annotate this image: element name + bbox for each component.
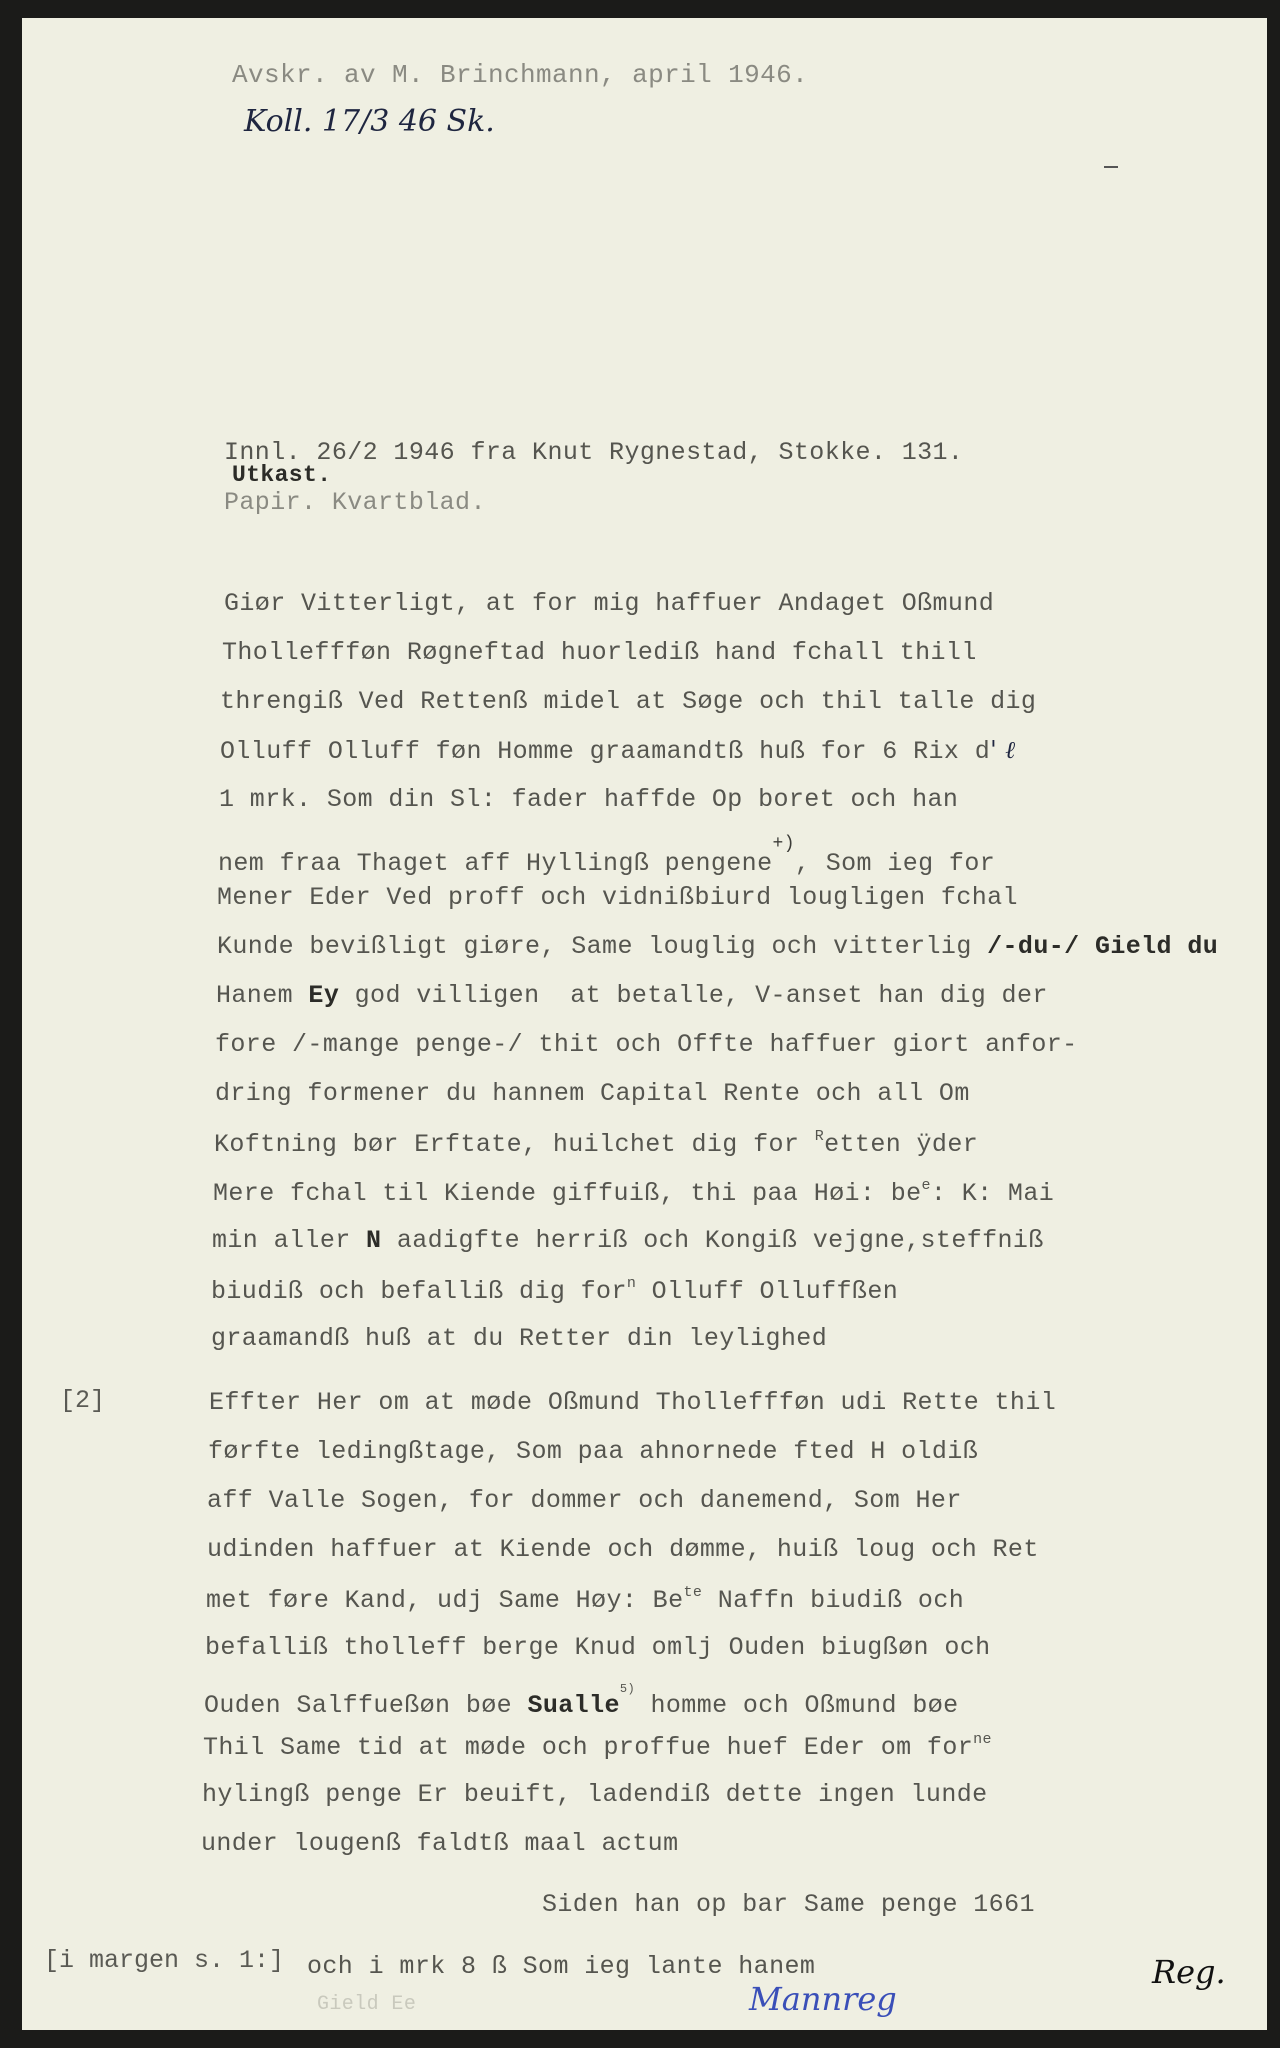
body-line-28: och i mrk 8 ß Som ieg lante hanem xyxy=(307,1952,816,1981)
body-line-8-c: Gield du xyxy=(1079,932,1219,961)
body-line-15-b: Olluff Olluffßen xyxy=(636,1277,899,1306)
body-line-14 xyxy=(212,1226,1044,1255)
body-line-15-a: biudiß och befalliß dig for xyxy=(211,1277,627,1306)
body-line-22: befalliß tholleff berge Knud omlj Ouden biugßøn och xyxy=(205,1633,991,1662)
body-line-12-b: etten ÿder xyxy=(824,1130,979,1159)
body-line-12-a: Koftning bør Erftate, huilchet dig for xyxy=(214,1130,815,1159)
body-line-17: Effter Her om at møde Oßmund Tholleffføn udi Rette thil xyxy=(209,1388,1057,1417)
body-line-23-bold: Sualle xyxy=(527,1691,620,1720)
document-page xyxy=(22,18,1267,2030)
body-line-23-mark: 5) xyxy=(619,1682,636,1696)
handwritten-collation-note: Koll. 17/3 46 Sk. xyxy=(244,104,495,139)
body-line-12 xyxy=(214,1128,978,1159)
body-line-13-a: Mere fchal til Kiende giffuiß, thi paa Høi: be xyxy=(213,1179,922,1208)
body-line-6-b: , Som ieg for xyxy=(794,849,996,878)
margin-note: [i margen s. 1:] xyxy=(44,1946,285,1975)
body-line-21-sup: te xyxy=(683,1584,703,1601)
body-line-2: Tholleffføn Røgneftad huorlediß hand fchall thill xyxy=(222,638,977,667)
body-line-19: aff Valle Sogen, for dommer och danemend, Som Her xyxy=(207,1486,962,1515)
body-line-3: threngiß Ved Rettenß midel at Søge och thil talle dig xyxy=(220,687,1037,716)
body-line-23-b: homme och Oßmund bøe xyxy=(635,1691,959,1720)
body-line-1: Giør Vitterligt, at for mig haffuer Andaget Oßmund xyxy=(224,589,995,618)
paper-line: Papir. Kvartblad. xyxy=(224,488,486,517)
body-line-23-a: Ouden Salffueßøn bøe xyxy=(204,1691,528,1720)
body-line-23 xyxy=(204,1682,959,1720)
body-line-7: Mener Eder Ved proff och vidnißbiurd lougligen fchal xyxy=(217,883,1018,912)
received-line: Innl. 26/2 1946 fra Knut Rygnestad, Stokke. 131. xyxy=(224,438,964,467)
body-line-21-b: Naffn biudiß och xyxy=(702,1586,965,1615)
body-line-8 xyxy=(217,932,1218,961)
body-line-6-a: nem fraa Thaget aff Hyllingß pengene xyxy=(218,849,773,878)
page-marker: [2] xyxy=(60,1386,106,1415)
handwritten-reg-note: Reg. xyxy=(1152,1953,1226,1991)
handwritten-register-note: Mannreg xyxy=(749,1980,897,2018)
dash-mark xyxy=(1104,166,1118,168)
body-line-15 xyxy=(211,1275,898,1306)
body-line-8-a: Kunde bevißligt giøre, Same louglig och vitterlig xyxy=(217,932,988,961)
body-line-12-sup: R xyxy=(814,1128,825,1145)
body-line-24-a: Thil Same tid at møde och proffue huef Eder om for xyxy=(203,1733,974,1762)
body-line-21 xyxy=(206,1584,964,1615)
body-line-15-sup: n xyxy=(626,1275,637,1292)
body-line-13-sup: e xyxy=(921,1177,931,1194)
body-line-10: fore /-mange penge-/ thit och Offte haffuer giort anfor- xyxy=(215,1030,1078,1059)
body-line-5: 1 mrk. Som din Sl: fader haffde Op boret och han xyxy=(219,785,959,814)
body-line-4-handwritten: ' ℓ xyxy=(990,736,1016,764)
body-line-4-text: Olluff Olluff føn Homme graamandtß huß for 6 Rix d xyxy=(220,737,991,766)
body-line-9-b: god villigen at betalle, V-anset han dig der xyxy=(339,981,1048,1010)
body-line-6 xyxy=(218,834,995,878)
body-line-21-a: met føre Kand, udj Same Høy: Be xyxy=(206,1586,684,1615)
body-line-13 xyxy=(213,1177,1054,1208)
body-line-26: under lougenß faldtß maal actum xyxy=(201,1829,679,1858)
body-line-4 xyxy=(220,736,1016,766)
body-line-18: førfte ledingßtage, Som paa ahnornede fted H oldiß xyxy=(208,1437,979,1466)
body-line-16: graamandß huß at du Retter din leylighed xyxy=(211,1324,828,1353)
body-line-13-b: : K: Mai xyxy=(930,1179,1055,1208)
body-line-24-sup: ne xyxy=(973,1731,992,1748)
body-line-9-a: Hanem xyxy=(216,981,309,1010)
body-line-9 xyxy=(216,981,1048,1010)
draft-label: Utkast. xyxy=(232,462,332,488)
body-line-11: dring formener du hannem Capital Rente och all Om xyxy=(215,1079,970,1108)
body-line-24 xyxy=(203,1731,992,1762)
body-line-25: hylingß penge Er beuift, ladendiß dette ingen lunde xyxy=(202,1780,988,1809)
body-line-20: udinden haffuer at Kiende och dømme, huiß loug och Ret xyxy=(207,1535,1039,1564)
body-line-29: Gield Ee xyxy=(317,1993,417,2016)
body-line-9-bold: Ey xyxy=(308,981,340,1010)
body-line-27: Siden han op bar Same penge 1661 xyxy=(542,1890,1035,1919)
body-line-8-insert: /-du-/ xyxy=(987,932,1080,961)
insertion-mark: +) xyxy=(772,834,795,854)
transcript-credit: Avskr. av M. Brinchmann, april 1946. xyxy=(232,60,809,90)
body-line-14-a: min aller xyxy=(212,1226,367,1255)
body-line-14-b: aadigfte herriß och Kongiß vejgne,steffniß xyxy=(381,1226,1044,1255)
body-line-14-bold: N xyxy=(366,1226,382,1255)
